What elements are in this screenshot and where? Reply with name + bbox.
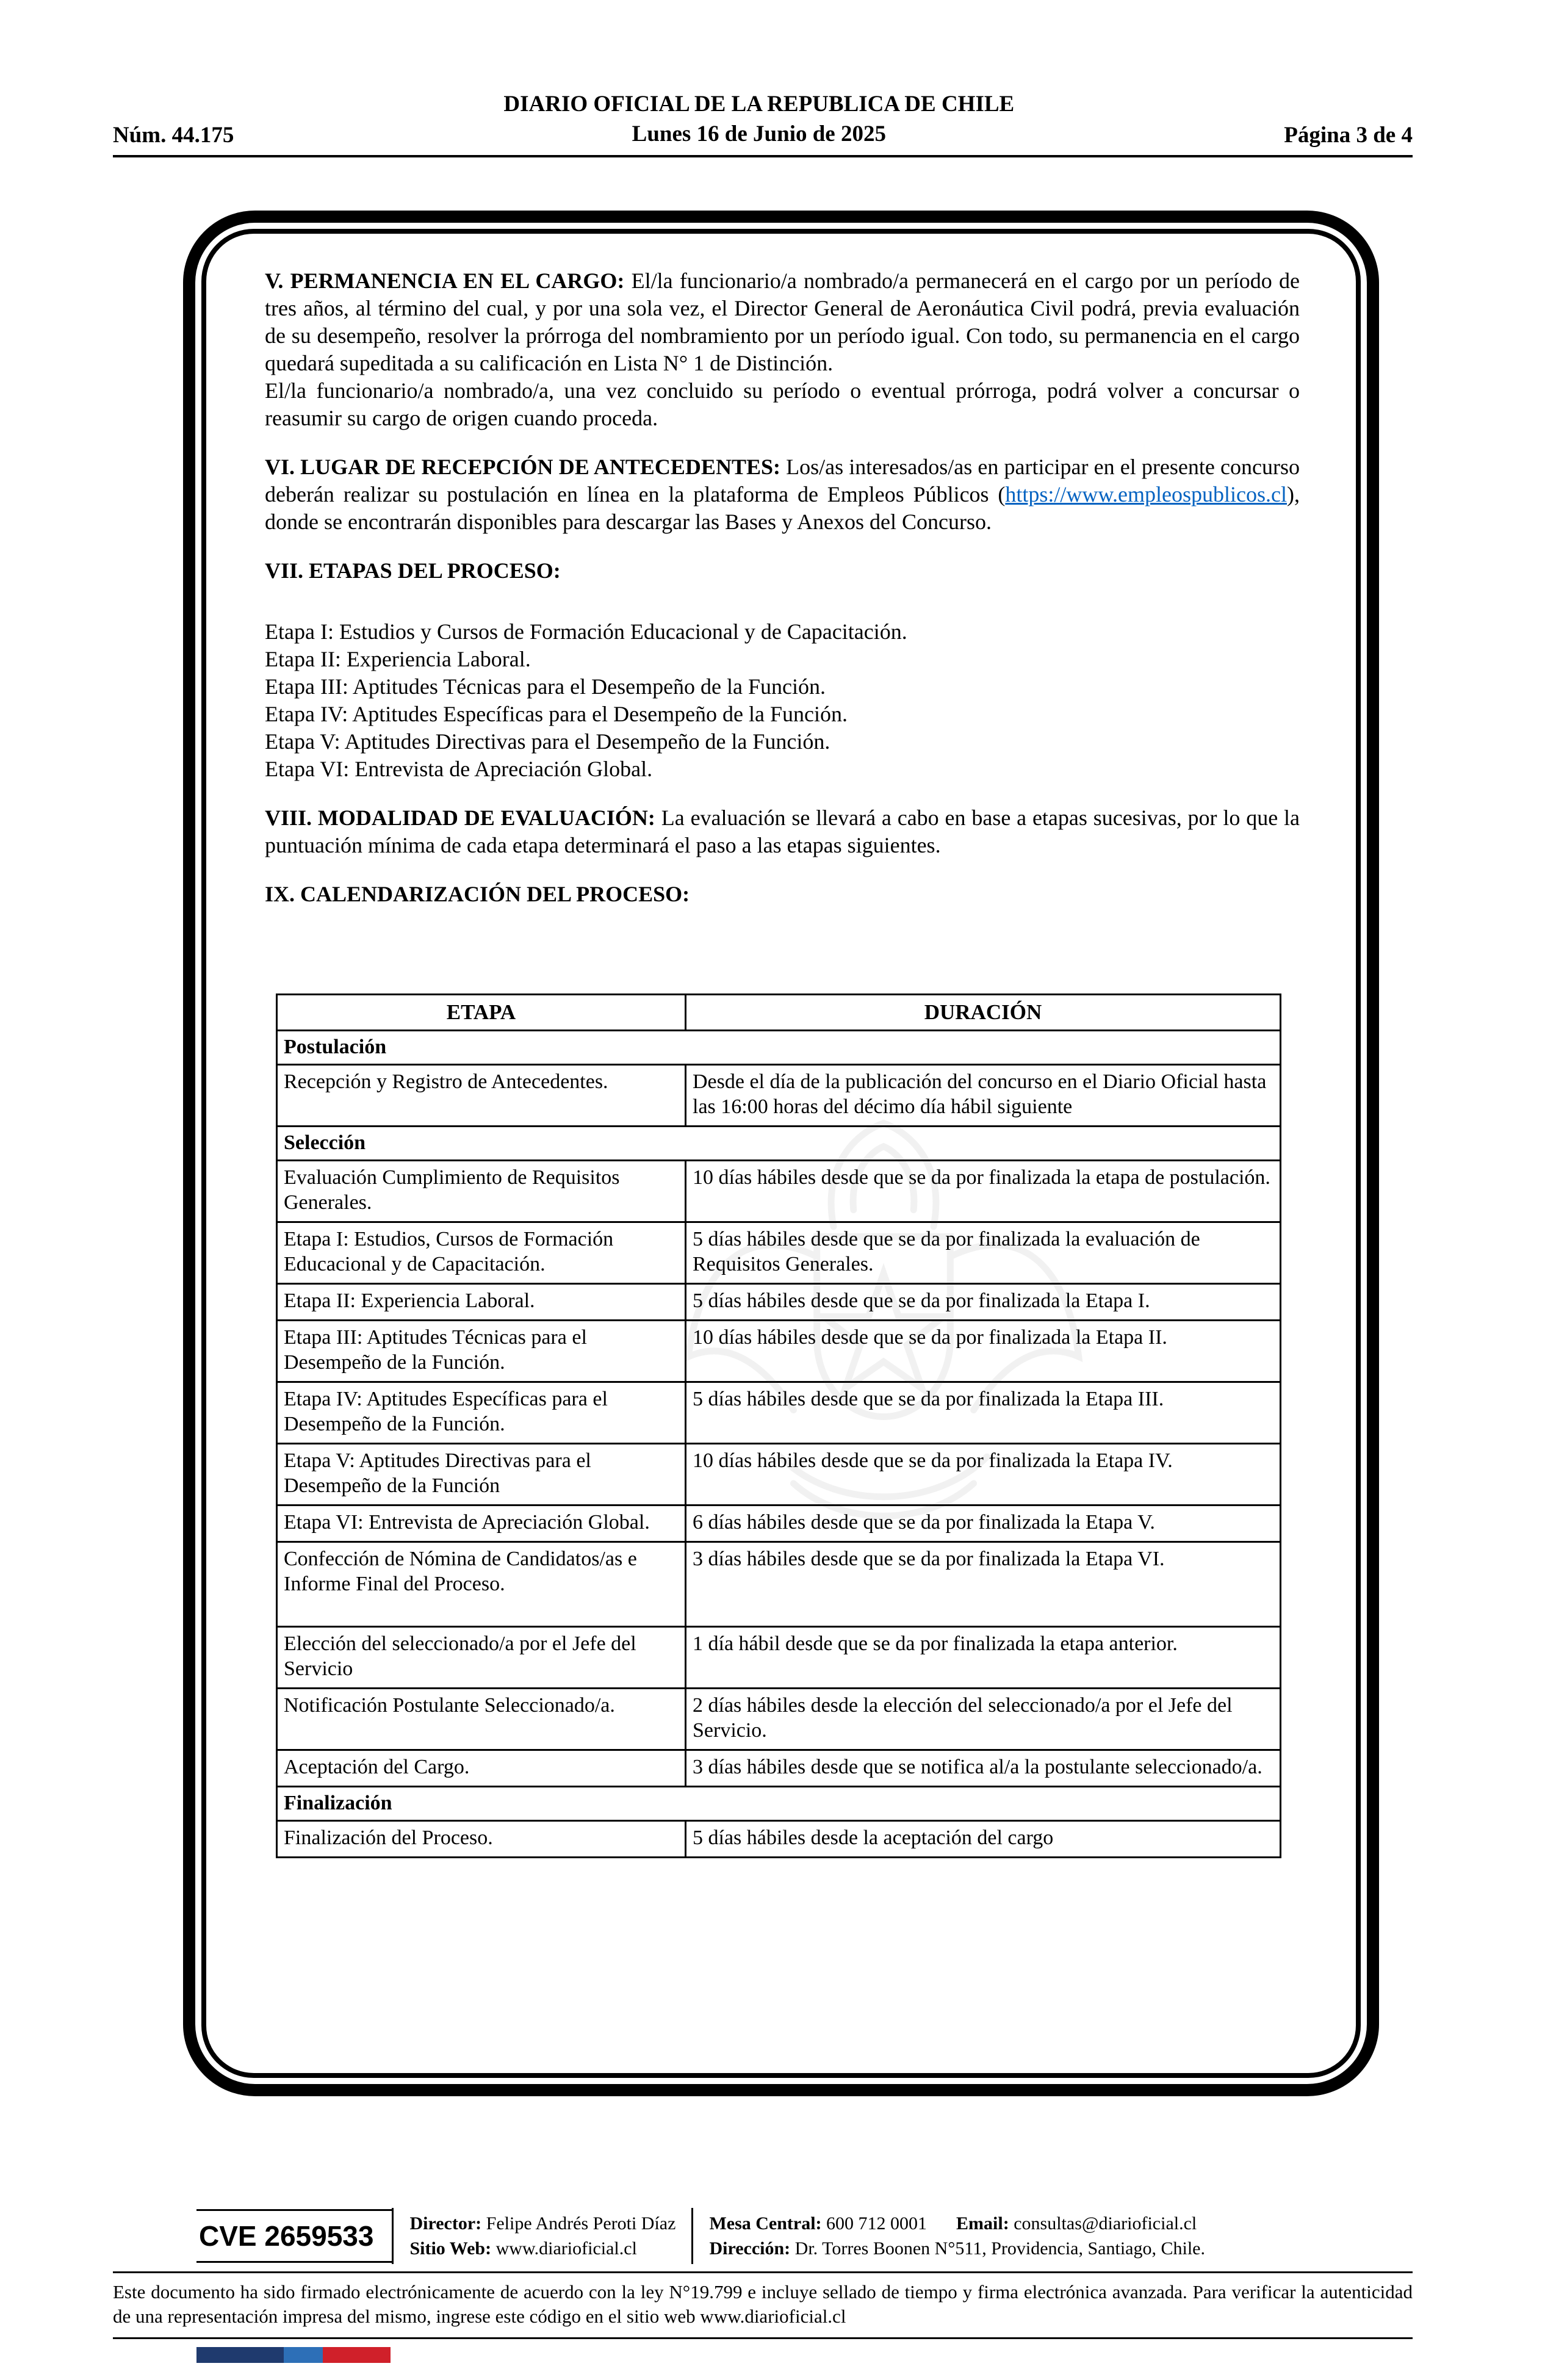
footer-divider-1 bbox=[392, 2208, 394, 2264]
section-v-paragraph-2: El/la funcionario/a nombrado/a, una vez concluido su período o eventual prórroga, podrá volver a concursar o reasumir su cargo de origen cuando proceda. bbox=[265, 378, 1300, 430]
direccion-value: Dr. Torres Boonen N°511, Providencia, Santiago, Chile. bbox=[790, 2238, 1205, 2259]
table-row bbox=[277, 1542, 1281, 1627]
etapa-cell: Finalización del Proceso. bbox=[277, 1821, 686, 1858]
page-number: Página 3 de 4 bbox=[1284, 123, 1413, 148]
etapa-list-item: Etapa II: Experiencia Laboral. bbox=[265, 647, 531, 671]
etapa-cell: Etapa II: Experiencia Laboral. bbox=[277, 1284, 686, 1321]
masthead-title: DIARIO OFICIAL DE LA REPUBLICA DE CHILE bbox=[503, 92, 1015, 117]
director-value: Felipe Andrés Peroti Díaz bbox=[481, 2213, 676, 2234]
flag-segment-navy bbox=[196, 2347, 284, 2363]
etapa-cell: Etapa III: Aptitudes Técnicas para el Desempeño de la Función. bbox=[277, 1321, 686, 1382]
direccion-label: Dirección: bbox=[709, 2238, 791, 2259]
mesa-label: Mesa Central: bbox=[709, 2213, 822, 2234]
flag-segment-red bbox=[323, 2347, 391, 2363]
masthead bbox=[503, 89, 1014, 149]
legal-divider-bottom bbox=[113, 2337, 1413, 2339]
section-vi-body-before: Los/as interesados/as en participar en el presente concurso deberán realizar su postulación en línea en la plataforma de Empleos Públicos ( bbox=[265, 455, 1300, 507]
issue-number: Núm. 44.175 bbox=[113, 123, 234, 148]
duracion-cell: 3 días hábiles desde que se notifica al/a la postulante seleccionado/a. bbox=[686, 1750, 1281, 1787]
footer-contact-block bbox=[709, 2211, 1205, 2261]
section-vii-heading: VII. ETAPAS DEL PROCESO: bbox=[265, 558, 561, 583]
table-row bbox=[277, 1382, 1281, 1444]
duracion-cell: 5 días hábiles desde la aceptación del cargo bbox=[686, 1821, 1281, 1858]
legal-notice: Este documento ha sido firmado electrónicamente de acuerdo con la ley N°19.799 e incluye sellado de tiempo y firma electrónica avanzada. Para verificar la autenticidad de una representación impresa del mismo, ingrese este código en el sitio web www.diarioficial.cl bbox=[113, 2281, 1413, 2327]
footer-divider-2 bbox=[691, 2208, 693, 2264]
duracion-cell: 10 días hábiles desde que se da por finalizada la Etapa II. bbox=[686, 1321, 1281, 1382]
etapa-cell: Aceptación del Cargo. bbox=[277, 1750, 686, 1787]
etapa-cell: Notificación Postulante Seleccionado/a. bbox=[277, 1689, 686, 1750]
table-section-label: Finalización bbox=[277, 1787, 1281, 1821]
etapas-list bbox=[265, 618, 1300, 783]
section-v-paragraph bbox=[265, 267, 1300, 377]
director-label: Director: bbox=[409, 2213, 482, 2234]
etapa-cell: Evaluación Cumplimiento de Requisitos Generales. bbox=[277, 1161, 686, 1222]
table-row bbox=[277, 1444, 1281, 1506]
etapa-list-item: Etapa V: Aptitudes Directivas para el Desempeño de la Función. bbox=[265, 729, 830, 754]
table-row bbox=[277, 1627, 1281, 1689]
col-header-etapa: ETAPA bbox=[277, 995, 686, 1031]
header-divider bbox=[113, 155, 1413, 157]
etapa-list-item: Etapa IV: Aptitudes Específicas para el Desempeño de la Función. bbox=[265, 702, 848, 726]
etapa-cell: Etapa V: Aptitudes Directivas para el Desempeño de la Función bbox=[277, 1444, 686, 1506]
etapa-cell: Etapa IV: Aptitudes Específicas para el Desempeño de la Función. bbox=[277, 1382, 686, 1444]
mesa-value: 600 712 0001 bbox=[821, 2213, 927, 2234]
etapa-list-item: Etapa I: Estudios y Cursos de Formación Educacional y de Capacitación. bbox=[265, 619, 907, 644]
col-header-duracion: DURACIÓN bbox=[686, 995, 1281, 1031]
process-table-head bbox=[277, 995, 1281, 1031]
footer-contact-line-2 bbox=[709, 2236, 1205, 2261]
etapa-list-item: Etapa III: Aptitudes Técnicas para el Desempeño de la Función. bbox=[265, 674, 826, 699]
table-row bbox=[277, 1222, 1281, 1284]
section-viii-body: La evaluación se llevará a cabo en base a etapas sucesivas, por lo que la puntuación mínima de cada etapa determinará el paso a las etapas siguientes. bbox=[265, 806, 1300, 857]
section-viii-paragraph bbox=[265, 804, 1300, 859]
section-ix-heading: IX. CALENDARIZACIÓN DEL PROCESO: bbox=[265, 882, 690, 906]
page-footer bbox=[196, 2208, 1205, 2264]
duracion-cell: 6 días hábiles desde que se da por finalizada la Etapa V. bbox=[686, 1506, 1281, 1542]
duracion-cell: 2 días hábiles desde la elección del seleccionado/a por el Jefe del Servicio. bbox=[686, 1689, 1281, 1750]
table-section-label: Selección bbox=[277, 1127, 1281, 1161]
email-label: Email: bbox=[956, 2213, 1009, 2234]
table-header-row bbox=[277, 995, 1281, 1031]
table-row bbox=[277, 1065, 1281, 1127]
table-section-label: Postulación bbox=[277, 1031, 1281, 1065]
sitio-label: Sitio Web: bbox=[409, 2238, 492, 2259]
legal-divider-top bbox=[113, 2271, 1413, 2273]
table-section-row bbox=[277, 1031, 1281, 1065]
etapa-cell: Recepción y Registro de Antecedentes. bbox=[277, 1065, 686, 1127]
masthead-date: Lunes 16 de Junio de 2025 bbox=[632, 121, 886, 146]
duracion-cell: 3 días hábiles desde que se da por finalizada la Etapa VI. bbox=[686, 1542, 1281, 1627]
section-vi-heading: VI. LUGAR DE RECEPCIÓN DE ANTECEDENTES: bbox=[265, 455, 780, 479]
process-calendar-table bbox=[276, 993, 1281, 1858]
table-row bbox=[277, 1161, 1281, 1222]
footer-director-line bbox=[409, 2211, 675, 2236]
table-row bbox=[277, 1506, 1281, 1542]
table-section-row bbox=[277, 1127, 1281, 1161]
duracion-cell: Desde el día de la publicación del concurso en el Diario Oficial hasta las 16:00 horas del décimo día hábil siguiente bbox=[686, 1065, 1281, 1127]
duracion-cell: 5 días hábiles desde que se da por finalizada la Etapa I. bbox=[686, 1284, 1281, 1321]
section-vi-paragraph bbox=[265, 453, 1300, 536]
duracion-cell: 10 días hábiles desde que se da por finalizada la Etapa IV. bbox=[686, 1444, 1281, 1506]
section-v-body: El/la funcionario/a nombrado/a permanecerá en el cargo por un período de tres años, al término del cual, y por una sola vez, el Director General de Aeronáutica Civil podrá, previa evaluación de su desempeño, resolver la prórroga del nombramiento por un período igual. Con todo, su permanencia en el cargo quedará supeditada a su calificación en Lista N° 1 de Distinción. bbox=[265, 269, 1300, 375]
etapa-cell: Etapa I: Estudios, Cursos de Formación Educacional y de Capacitación. bbox=[277, 1222, 686, 1284]
section-v-heading: V. PERMANENCIA EN EL CARGO: bbox=[265, 269, 625, 293]
etapa-cell: Confección de Nómina de Candidatos/as e Informe Final del Proceso. bbox=[277, 1542, 686, 1627]
duracion-cell: 5 días hábiles desde que se da por finalizada la Etapa III. bbox=[686, 1382, 1281, 1444]
chile-flag-bar bbox=[196, 2347, 391, 2363]
footer-contact-line-1 bbox=[709, 2211, 1205, 2236]
etapa-cell: Elección del seleccionado/a por el Jefe del Servicio bbox=[277, 1627, 686, 1689]
duracion-cell: 10 días hábiles desde que se da por finalizada la etapa de postulación. bbox=[686, 1161, 1281, 1222]
document-frame-inner bbox=[201, 229, 1361, 2078]
document-frame bbox=[183, 211, 1379, 2096]
table-row bbox=[277, 1321, 1281, 1382]
email-value: consultas@diarioficial.cl bbox=[1009, 2213, 1197, 2234]
process-table-body bbox=[277, 1031, 1281, 1858]
etapa-list-item: Etapa VI: Entrevista de Apreciación Global. bbox=[265, 757, 653, 781]
cve-code: CVE 2659533 bbox=[196, 2209, 392, 2263]
footer-sitio-line bbox=[409, 2236, 675, 2261]
table-row bbox=[277, 1821, 1281, 1858]
flag-segment-blue bbox=[284, 2347, 323, 2363]
empleospublicos-link[interactable]: https://www.empleospublicos.cl bbox=[1005, 482, 1287, 507]
section-vi-body-after: ), donde se encontrarán disponibles para descargar las Bases y Anexos del Concurso. bbox=[265, 482, 1300, 534]
etapa-cell: Etapa VI: Entrevista de Apreciación Global. bbox=[277, 1506, 686, 1542]
duracion-cell: 1 día hábil desde que se da por finalizada la etapa anterior. bbox=[686, 1627, 1281, 1689]
duracion-cell: 5 días hábiles desde que se da por finalizada la evaluación de Requisitos Generales. bbox=[686, 1222, 1281, 1284]
section-viii-heading: VIII. MODALIDAD DE EVALUACIÓN: bbox=[265, 806, 655, 830]
table-row bbox=[277, 1750, 1281, 1787]
table-row bbox=[277, 1284, 1281, 1321]
table-section-row bbox=[277, 1787, 1281, 1821]
table-row bbox=[277, 1689, 1281, 1750]
page-header bbox=[113, 89, 1413, 149]
footer-director-block bbox=[409, 2211, 675, 2261]
sitio-value: www.diarioficial.cl bbox=[491, 2238, 637, 2259]
